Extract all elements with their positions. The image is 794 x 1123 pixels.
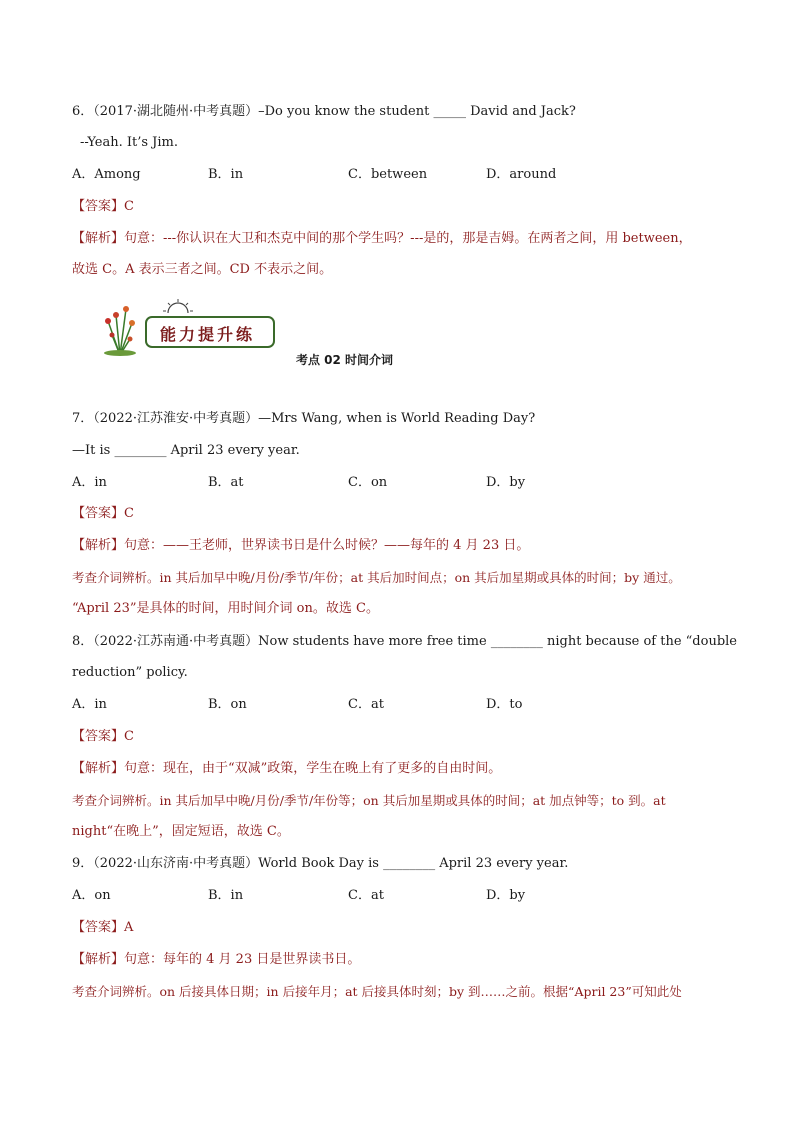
q8-option-c: C．at — [348, 697, 384, 712]
q9-analysis-2: 考查介词辨析。on 后接具体日期；in 后接年月；at 后接具体时刻；by 到……之前。根据“April 23”可知此处 — [72, 984, 682, 999]
q6-option-c: C．between — [348, 167, 428, 182]
q7-analysis-1: 【解析】句意：——王老师，世界读书日是什么时候？——每年的 4 月 23 日。 — [72, 538, 530, 553]
q7-analysis-3: “April 23”是具体的时间，用时间介词 on。故选 C。 — [72, 601, 379, 616]
q7-option-a: A．in — [72, 475, 107, 490]
q8-stem: 8．（2022·江苏南通·中考真题）Now students have more free time ________ night because of the “double — [72, 634, 737, 649]
q8-option-a: A．in — [72, 697, 107, 712]
q8-option-b: B．on — [208, 697, 247, 712]
q6-analysis-2: 故选 C。A 表示三者之间。CD 不表示之间。 — [72, 262, 333, 277]
q9-option-b: B．in — [208, 888, 244, 903]
q6-option-d: D．around — [486, 167, 557, 182]
q9-stem: 9．（2022·山东济南·中考真题）World Book Day is ________ April 23 every year. — [72, 856, 569, 871]
q8-analysis-3: night“在晚上”，固定短语，故选 C。 — [72, 824, 290, 839]
q6-stem: 6．（2017·湖北随州·中考真题）–Do you know the student _____ David and Jack? — [72, 104, 576, 119]
q6-option-b: B．in — [208, 167, 244, 182]
q8-analysis-2: 考查介词辨析。in 其后加早中晚/月份/季节/年份等；on 其后加星期或具体的时间；at 加点钟等；to 到。at — [72, 793, 666, 808]
q6-option-a: A．Among — [72, 167, 141, 182]
q8-answer: 【答案】C — [72, 729, 134, 744]
q9-option-d: D．by — [486, 888, 526, 903]
q7-answer: 【答案】C — [72, 506, 134, 521]
section-badge-label: 能力提升练 — [160, 325, 256, 344]
q6-answer: 【答案】C — [72, 199, 134, 214]
q9-answer: 【答案】A — [72, 920, 134, 935]
section-badge — [90, 295, 280, 357]
q6-analysis-1: 【解析】句意：---你认识在大卫和杰克中间的那个学生吗？---是的，那是吉姆。在两者之间，用 between， — [72, 231, 692, 246]
q7-option-b: B．at — [208, 475, 244, 490]
q7-stem: 7．（2022·江苏淮安·中考真题）—Mrs Wang, when is World Reading Day? — [72, 411, 536, 426]
q7-option-d: D．by — [486, 475, 526, 490]
q7-option-c: C．on — [348, 475, 388, 490]
q8-analysis-1: 【解析】句意：现在，由于“双减”政策，学生在晚上有了更多的自由时间。 — [72, 761, 502, 776]
q9-option-c: C．at — [348, 888, 384, 903]
section-topic: 考点 02 时间介词 — [296, 353, 394, 367]
q7-line2: —It is ________ April 23 every year. — [72, 443, 300, 458]
q7-analysis-2: 考查介词辨析。in 其后加早中晚/月份/季节/年份；at 其后加时间点；on 其后加星期或具体的时间；by 通过。 — [72, 570, 681, 585]
q6-line2: --Yeah. It’s Jim. — [80, 135, 179, 150]
q8-line2: reduction” policy. — [72, 665, 188, 680]
q9-option-a: A．on — [72, 888, 111, 903]
q8-option-d: D．to — [486, 697, 523, 712]
q9-analysis-1: 【解析】句意：每年的 4 月 23 日是世界读书日。 — [72, 952, 361, 967]
